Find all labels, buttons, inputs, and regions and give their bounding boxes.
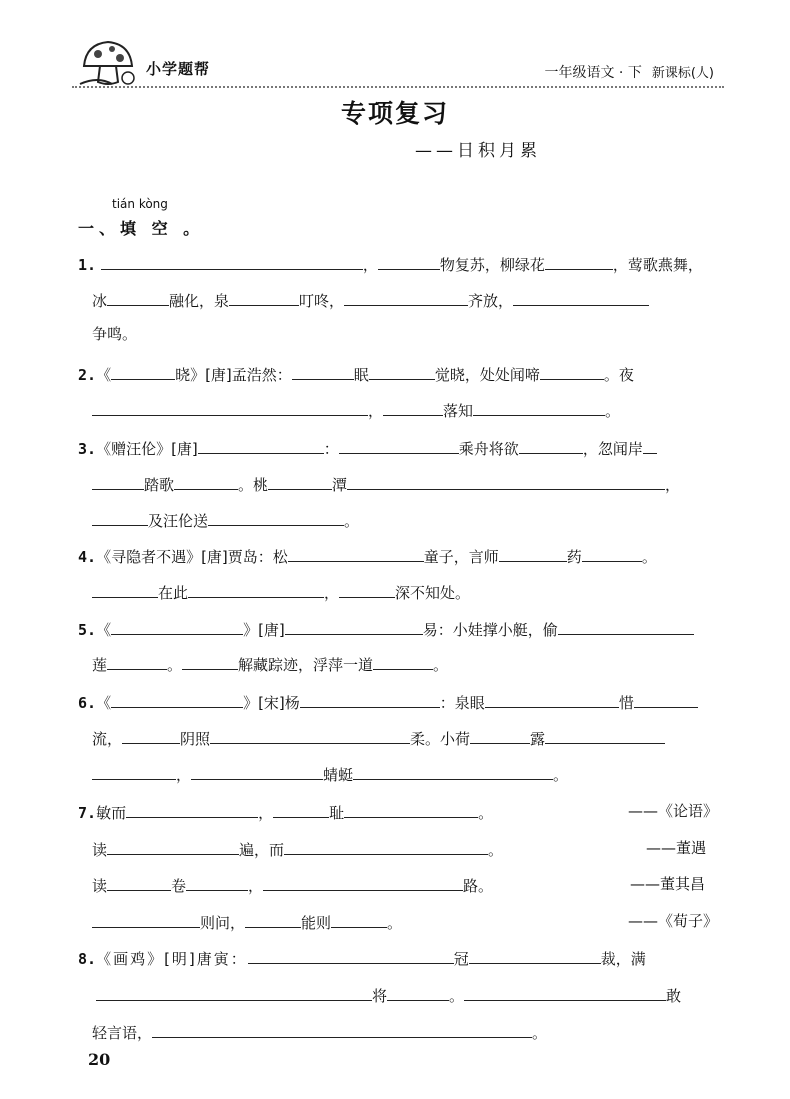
blank[interactable] bbox=[92, 580, 158, 598]
question-1-line-3 bbox=[92, 323, 137, 345]
text: 解藏踪迹，浮萍一道 bbox=[238, 656, 374, 674]
text: 及汪伦送 bbox=[148, 512, 209, 530]
blank[interactable] bbox=[339, 436, 459, 454]
blank[interactable] bbox=[545, 726, 665, 744]
text: 在此 bbox=[158, 584, 189, 602]
question-number: 1. bbox=[78, 256, 97, 274]
blank[interactable] bbox=[519, 436, 583, 454]
text: ， bbox=[665, 476, 681, 494]
blank[interactable] bbox=[292, 362, 354, 380]
blank[interactable] bbox=[111, 690, 243, 708]
question-number: 8. bbox=[78, 950, 97, 968]
blank[interactable] bbox=[268, 472, 332, 490]
blank[interactable] bbox=[347, 472, 665, 490]
blank[interactable] bbox=[331, 910, 387, 928]
question-3-line-2 bbox=[92, 472, 680, 494]
blank[interactable] bbox=[485, 690, 619, 708]
question-number: 7. bbox=[78, 804, 97, 822]
text: 读 bbox=[92, 877, 108, 895]
question-7-line-1 bbox=[78, 800, 493, 822]
text: 。 bbox=[449, 987, 465, 1005]
text: ， bbox=[258, 804, 274, 822]
blank[interactable] bbox=[285, 617, 423, 635]
text: 柔。小荷 bbox=[410, 730, 471, 748]
blank[interactable] bbox=[558, 617, 694, 635]
blank[interactable] bbox=[208, 508, 344, 526]
text: 露 bbox=[530, 730, 546, 748]
blank[interactable] bbox=[107, 652, 167, 670]
text: 敏而 bbox=[96, 804, 127, 822]
text: 觉晓，处处闻啼 bbox=[434, 366, 540, 384]
text: 。 bbox=[641, 548, 657, 566]
blank[interactable] bbox=[248, 946, 454, 964]
text: 。 bbox=[387, 914, 403, 932]
text: 卷 bbox=[171, 877, 187, 895]
blank[interactable] bbox=[634, 690, 698, 708]
text: 读 bbox=[92, 841, 108, 859]
text: 争鸣。 bbox=[92, 325, 138, 343]
text: 流， bbox=[92, 730, 123, 748]
grade-subject: 一年级语文 · 下 bbox=[544, 65, 642, 81]
question-number: 2. bbox=[78, 366, 97, 384]
text: 。 bbox=[532, 1024, 548, 1042]
blank[interactable] bbox=[210, 726, 410, 744]
blank[interactable] bbox=[92, 472, 144, 490]
question-5-line-2 bbox=[92, 652, 448, 674]
blank[interactable] bbox=[92, 398, 368, 416]
blank[interactable] bbox=[344, 288, 468, 306]
blank[interactable] bbox=[229, 288, 299, 306]
question-7-line-4 bbox=[92, 910, 402, 932]
blank[interactable] bbox=[174, 472, 238, 490]
question-4-line-1 bbox=[78, 544, 657, 566]
blank[interactable] bbox=[191, 762, 323, 780]
text: 。 bbox=[344, 512, 360, 530]
blank[interactable] bbox=[111, 362, 175, 380]
blank[interactable] bbox=[152, 1020, 532, 1038]
text: 物复苏，柳绿花 bbox=[439, 256, 545, 274]
question-2-line-1 bbox=[78, 362, 634, 384]
text: 。 bbox=[433, 656, 449, 674]
text: 冠 bbox=[453, 950, 469, 968]
blank[interactable] bbox=[122, 726, 180, 744]
text: ： bbox=[323, 440, 339, 458]
blank[interactable] bbox=[188, 580, 324, 598]
blank[interactable] bbox=[107, 873, 171, 891]
question-1-line-2 bbox=[92, 288, 649, 310]
question-number: 3. bbox=[78, 440, 97, 458]
blank[interactable] bbox=[92, 508, 148, 526]
blank[interactable] bbox=[643, 436, 657, 454]
text: 》[宋]杨 bbox=[243, 694, 300, 712]
text: 。 bbox=[553, 766, 569, 784]
blank[interactable] bbox=[540, 362, 604, 380]
text: ：泉眼 bbox=[439, 694, 485, 712]
question-6-line-1 bbox=[78, 690, 698, 712]
brand-name: 小学题帮 bbox=[146, 60, 211, 78]
source-xunzi: ——《荀子》 bbox=[628, 912, 719, 930]
section-pinyin: tián kòng bbox=[112, 197, 168, 211]
text: 。夜 bbox=[603, 366, 634, 384]
text: ， bbox=[362, 256, 378, 274]
text: 。 bbox=[488, 841, 504, 859]
text: 阴照 bbox=[180, 730, 211, 748]
text: 融化，泉 bbox=[169, 292, 230, 310]
question-number: 5. bbox=[78, 621, 97, 639]
question-5-line-1 bbox=[78, 617, 694, 639]
text: ，忽闻岸 bbox=[582, 440, 643, 458]
text: 裁，满 bbox=[600, 950, 646, 968]
blank[interactable] bbox=[182, 652, 238, 670]
blank[interactable] bbox=[263, 873, 463, 891]
blank[interactable] bbox=[245, 910, 301, 928]
blank[interactable] bbox=[126, 800, 258, 818]
text: 。桃 bbox=[238, 476, 269, 494]
text: 《 bbox=[96, 366, 112, 384]
text: 。 bbox=[605, 402, 621, 420]
question-number: 6. bbox=[78, 694, 97, 712]
blank[interactable] bbox=[288, 544, 424, 562]
header-divider bbox=[72, 86, 724, 88]
text: 齐放， bbox=[468, 292, 514, 310]
text: 药 bbox=[566, 548, 582, 566]
text: 蜻蜓 bbox=[323, 766, 354, 784]
blank[interactable] bbox=[344, 800, 478, 818]
blank[interactable] bbox=[473, 398, 605, 416]
text: 将 bbox=[372, 987, 388, 1005]
text: 。 bbox=[478, 804, 494, 822]
blank[interactable] bbox=[101, 252, 363, 270]
blank[interactable] bbox=[469, 946, 601, 964]
text: 深不知处。 bbox=[395, 584, 471, 602]
question-8-line-3 bbox=[92, 1020, 547, 1042]
question-1-line-1 bbox=[78, 252, 703, 274]
source-dongqichang: ——董其昌 bbox=[630, 875, 706, 893]
blank[interactable] bbox=[107, 837, 239, 855]
mushroom-logo-icon bbox=[78, 36, 138, 88]
text: 惜 bbox=[618, 694, 634, 712]
blank[interactable] bbox=[545, 252, 613, 270]
question-7-line-3 bbox=[92, 873, 493, 895]
text: 易：小娃撑小艇，偷 bbox=[422, 621, 558, 639]
text: 叮咚， bbox=[299, 292, 345, 310]
blank[interactable] bbox=[369, 362, 435, 380]
blank[interactable] bbox=[378, 252, 440, 270]
text: 轻言语， bbox=[92, 1024, 153, 1042]
blank[interactable] bbox=[470, 726, 530, 744]
question-number: 4. bbox=[78, 548, 97, 566]
blank[interactable] bbox=[273, 800, 329, 818]
text: 敢 bbox=[666, 987, 682, 1005]
text: 落知 bbox=[443, 402, 474, 420]
text: 遍，而 bbox=[239, 841, 285, 859]
question-3-line-3 bbox=[92, 508, 359, 530]
question-2-line-2 bbox=[92, 398, 620, 420]
text: 眠 bbox=[353, 366, 369, 384]
edition: 新课标(人) bbox=[651, 66, 714, 81]
text: 晓》[唐]孟浩然： bbox=[175, 366, 292, 384]
text: 能则 bbox=[301, 914, 332, 932]
question-4-line-2 bbox=[92, 580, 470, 602]
text: 则问， bbox=[200, 914, 246, 932]
text: 路。 bbox=[463, 877, 494, 895]
text: 潭 bbox=[332, 476, 348, 494]
blank[interactable] bbox=[499, 544, 567, 562]
question-8-line-1 bbox=[78, 946, 646, 968]
page-number: 20 bbox=[88, 1050, 111, 1069]
page-title: 专项复习 bbox=[340, 99, 449, 128]
page-header bbox=[0, 0, 790, 92]
text: 乘舟将欲 bbox=[458, 440, 519, 458]
text: 》[唐] bbox=[243, 621, 285, 639]
blank[interactable] bbox=[92, 762, 176, 780]
text: 童子，言师 bbox=[423, 548, 499, 566]
text: ，莺歌燕舞， bbox=[612, 256, 703, 274]
blank[interactable] bbox=[387, 983, 449, 1001]
blank[interactable] bbox=[339, 580, 395, 598]
text: ， bbox=[248, 877, 264, 895]
text: 莲 bbox=[92, 656, 108, 674]
blank[interactable] bbox=[96, 983, 372, 1001]
book-meta bbox=[544, 62, 714, 82]
page-subtitle: ——日积月累 bbox=[415, 141, 541, 161]
blank[interactable] bbox=[353, 762, 553, 780]
text: 《 bbox=[96, 621, 112, 639]
question-8-line-2 bbox=[96, 983, 681, 1005]
text: 《赠汪伦》[唐] bbox=[96, 440, 198, 458]
blank[interactable] bbox=[300, 690, 440, 708]
question-6-line-3 bbox=[92, 762, 568, 784]
text: ， bbox=[176, 766, 192, 784]
text: ， bbox=[368, 402, 384, 420]
blank[interactable] bbox=[92, 910, 200, 928]
text: 《画鸡》[明]唐寅： bbox=[96, 950, 248, 968]
blank[interactable] bbox=[111, 617, 243, 635]
text: 《 bbox=[96, 694, 112, 712]
question-7-line-2 bbox=[92, 837, 503, 859]
blank[interactable] bbox=[383, 398, 443, 416]
section-heading: 一、填 空 。 bbox=[78, 219, 205, 238]
blank[interactable] bbox=[198, 436, 324, 454]
text: 《寻隐者不遇》[唐]贾岛：松 bbox=[96, 548, 288, 566]
text: 。 bbox=[167, 656, 183, 674]
question-3-line-1 bbox=[78, 436, 657, 458]
blank[interactable] bbox=[582, 544, 642, 562]
text: 踏歌 bbox=[144, 476, 175, 494]
blank[interactable] bbox=[284, 837, 488, 855]
question-6-line-2 bbox=[92, 726, 665, 748]
text: ， bbox=[324, 584, 340, 602]
blank[interactable] bbox=[186, 873, 248, 891]
text: 耻 bbox=[329, 804, 345, 822]
text: 冰 bbox=[92, 292, 108, 310]
blank[interactable] bbox=[107, 288, 169, 306]
blank[interactable] bbox=[373, 652, 433, 670]
blank[interactable] bbox=[513, 288, 649, 306]
source-lunyu: ——《论语》 bbox=[628, 802, 719, 820]
blank[interactable] bbox=[464, 983, 666, 1001]
source-dongyu: ——董遇 bbox=[646, 839, 707, 857]
